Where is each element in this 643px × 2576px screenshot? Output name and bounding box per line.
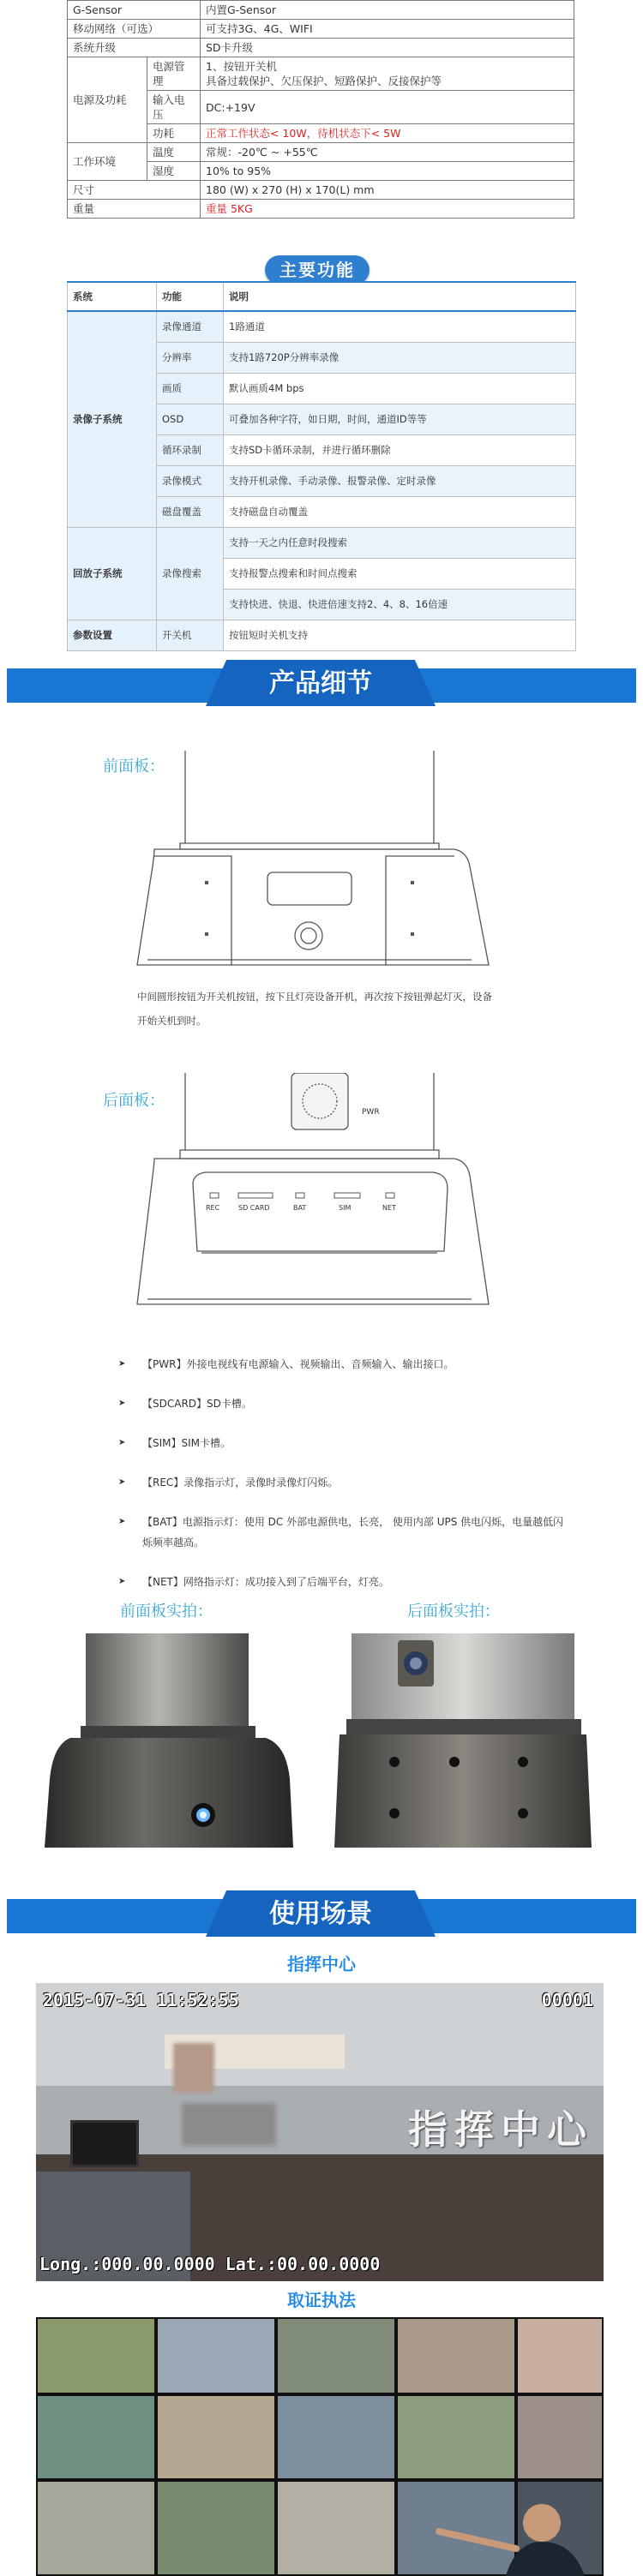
details-banner-title: 产品细节 [269, 668, 372, 698]
system-cell: 回放子系统 [68, 527, 157, 620]
enforcement-photo [36, 2317, 604, 2576]
list-item [118, 1433, 564, 1453]
details-banner [0, 660, 643, 708]
front-panel-desc-1: 中间圆形按钮为开关机按钮，按下且灯亮设备开机，再次按下按钮弹起灯灭，设备 [137, 991, 492, 1003]
blurred-area [182, 2103, 276, 2146]
front-panel-label: 前面板： [103, 758, 165, 776]
spec-upgrade-label: 系统升级 [68, 39, 201, 57]
spec-sensor-label: G-Sensor [68, 1, 201, 20]
spec-humidity-label: 湿度 [147, 162, 201, 181]
rear-port-label: SD CARD [238, 1204, 270, 1212]
blurred-area [173, 2043, 214, 2093]
spec-weight-value: 重量 5KG [201, 200, 574, 219]
rear-port-label: REC [206, 1204, 220, 1212]
functions-header-row [68, 282, 576, 311]
spec-upgrade-value: SD卡升级 [201, 39, 574, 57]
arrow-icon: ➤ [118, 1399, 126, 1408]
desc-cell: 可叠加各种字符，如日期，时间，通道ID等等 [224, 404, 576, 434]
desc-cell: 支持磁盘自动覆盖 [224, 496, 576, 527]
spec-sensor-value: 内置G-Sensor [201, 1, 574, 20]
spec-env-label: 工作环境 [68, 143, 147, 181]
port-text: 【SDCARD】SD卡槽。 [142, 1398, 252, 1410]
rear-port-label: SIM [339, 1204, 352, 1212]
port-text: 【REC】录像指示灯，录像时录像灯闪烁。 [142, 1477, 339, 1489]
function-cell: 循环录制 [157, 434, 224, 465]
desc-cell: 默认画质4M bps [224, 373, 576, 404]
osd-time: 2015-07-31 11:52:55 [43, 1990, 239, 2010]
arrow-icon: ➤ [118, 1577, 126, 1586]
desc-cell: 支持SD卡循环录制，并进行循环删除 [224, 434, 576, 465]
front-panel-desc-2: 开始关机到时。 [137, 1015, 207, 1027]
osd-channel: 00001 [541, 1990, 593, 2010]
desc-cell: 支持开机录像、手动录像、报警录像、定时录像 [224, 465, 576, 496]
spec-size-label: 尺寸 [68, 181, 201, 200]
table-row [68, 311, 576, 342]
functions-header: 功能 [157, 282, 224, 311]
system-cell: 录像子系统 [68, 311, 157, 527]
function-cell: 录像搜索 [157, 527, 224, 620]
system-cell: 参数设置 [68, 620, 157, 650]
spec-humidity-value: 10% to 95% [201, 162, 574, 181]
list-item [118, 1354, 564, 1375]
function-cell: 分辨率 [157, 342, 224, 373]
spec-network-value: 可支持3G、4G、WIFI [201, 20, 574, 39]
function-cell: 录像通道 [157, 311, 224, 342]
table-row [68, 620, 576, 650]
spec-input-value: DC:+19V [201, 91, 574, 124]
spec-power-mgmt-value: 1、按钮开关机 具备过载保护、欠压保护、短路保护、反接保护等 [201, 57, 574, 91]
rear-panel-drawing [129, 1073, 514, 1330]
spec-temp-value: 常规：-20℃ ~ +55℃ [201, 143, 574, 162]
rear-port-label: NET [382, 1204, 396, 1212]
function-cell: 磁盘覆盖 [157, 496, 224, 527]
list-item [118, 1472, 564, 1493]
spec-consume-value: 正常工作状态< 10W，待机状态下< 5W [201, 124, 574, 143]
port-text: 【PWR】外接电视线有电源输入、视频输出、音频输入、输出接口。 [142, 1358, 454, 1370]
spec-temp-label: 温度 [147, 143, 201, 162]
rear-pwr-text: PWR [362, 1108, 380, 1117]
spec-input-label: 输入电压 [147, 91, 201, 124]
desc-cell: 支持1路720P分辨率录像 [224, 342, 576, 373]
functions-table [67, 281, 576, 651]
osd-gps: Long.:000.00.0000 Lat.:00.00.0000 [39, 2254, 381, 2274]
video-wall [36, 2317, 604, 2576]
monitor [70, 2120, 139, 2167]
list-item [118, 1512, 564, 1553]
scene2-caption: 取证执法 [287, 2290, 356, 2310]
desc-cell: 支持报警点搜索和时间点搜索 [224, 558, 576, 589]
spec-table [67, 0, 574, 219]
spec-weight-label: 重量 [68, 200, 201, 219]
wall-text: 指挥中心 [408, 2106, 593, 2153]
arrow-icon: ➤ [118, 1517, 126, 1526]
command-center-photo [36, 1983, 604, 2281]
functions-header: 说明 [224, 282, 576, 311]
arrow-icon: ➤ [118, 1438, 126, 1447]
desc-cell: 按钮短时关机支持 [224, 620, 576, 650]
port-text: 【SIM】SIM卡槽。 [142, 1437, 231, 1449]
function-cell: 录像模式 [157, 465, 224, 496]
port-text: 【NET】网络指示灯：成功接入到了后端平台，灯亮。 [142, 1576, 389, 1588]
function-cell: 画质 [157, 373, 224, 404]
rear-photo [334, 1633, 592, 1865]
port-text: 【BAT】电源指示灯：使用 DC 外部电源供电，长亮， 使用内部 UPS 供电闪烁，电量越低闪烁频率越高。 [142, 1516, 564, 1549]
rear-port-label: BAT [293, 1204, 307, 1212]
rear-photo-label: 后面板实拍： [407, 1603, 500, 1620]
front-photo-label: 前面板实拍： [120, 1603, 213, 1620]
front-panel-drawing [129, 751, 506, 982]
function-cell: 开关机 [157, 620, 224, 650]
spec-consume-label: 功耗 [147, 124, 201, 143]
arrow-icon: ➤ [118, 1359, 126, 1369]
spec-power-mgmt-label: 电源管理 [147, 57, 201, 91]
spec-network-label: 移动网络（可选） [68, 20, 201, 39]
desc-cell: 支持一天之内任意时段搜索 [224, 527, 576, 558]
scene1-caption: 指挥中心 [287, 1954, 356, 1974]
scenes-banner [0, 1890, 643, 1938]
arrow-icon: ➤ [118, 1477, 126, 1487]
spec-size-value: 180 (W) x 270 (H) x 170(L) mm [201, 181, 574, 200]
desc-cell: 1路通道 [224, 311, 576, 342]
front-photo [45, 1633, 302, 1865]
spec-power-label: 电源及功耗 [68, 57, 147, 143]
list-item [118, 1572, 564, 1592]
rear-panel-label: 后面板： [103, 1092, 165, 1110]
functions-title: 主要功能 [265, 255, 370, 285]
scenes-banner-title: 使用场景 [269, 1899, 372, 1929]
table-row [68, 527, 576, 558]
port-list [118, 1354, 564, 1611]
function-cell: OSD [157, 404, 224, 434]
desc-cell: 支持快进、快退、快进倍速支持2、4、8、16倍速 [224, 589, 576, 620]
list-item [118, 1393, 564, 1414]
functions-header: 系统 [68, 282, 157, 311]
